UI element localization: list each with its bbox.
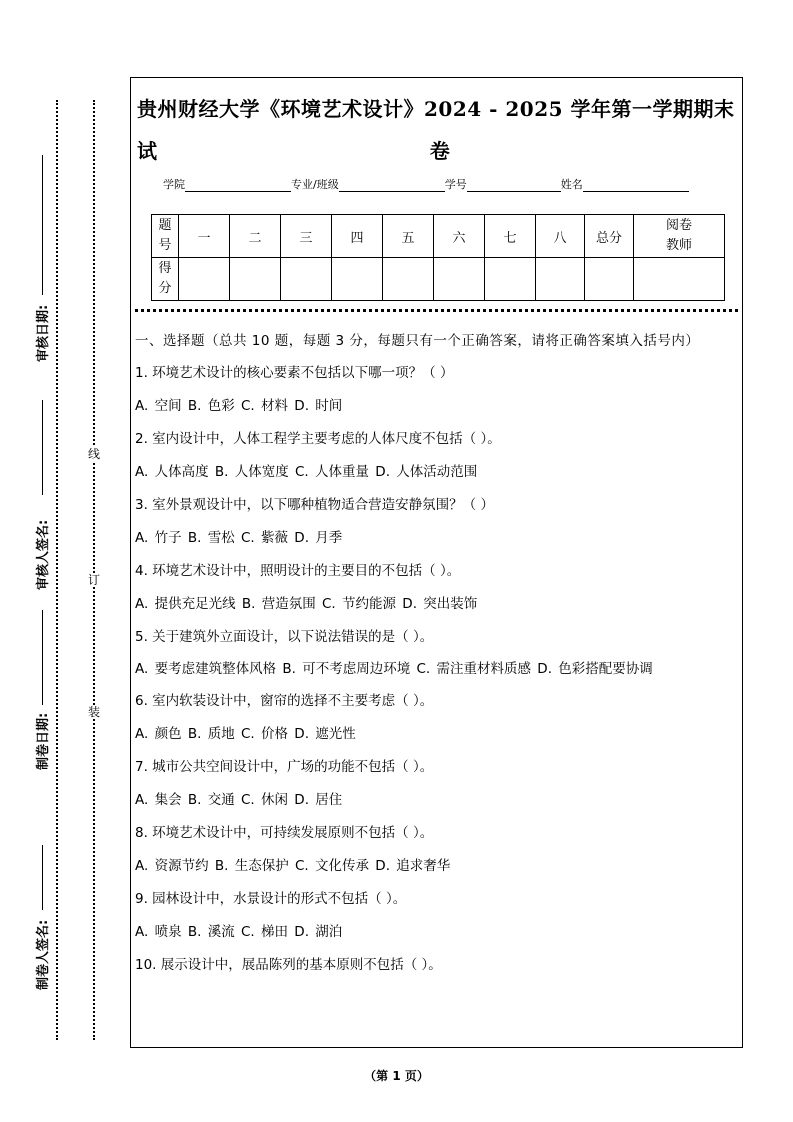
question-9-options: A. 喷泉 B. 溪流 C. 梯田 D. 湖泊 — [135, 924, 343, 940]
column-header-3: 三 — [281, 215, 332, 258]
question-10: 10. 展示设计中，展品陈列的基本原则不包括（ ）。 — [135, 957, 442, 973]
page-number: （第 1 页） — [364, 1069, 429, 1083]
question-8-options: A. 资源节约 B. 生态保护 C. 文化传承 D. 追求奢华 — [135, 858, 451, 874]
college-field[interactable] — [185, 177, 291, 192]
grader-cell[interactable] — [634, 258, 725, 301]
question-2-options: A. 人体高度 B. 人体宽度 C. 人体重量 D. 人体活动范围 — [135, 464, 478, 480]
binding-line-char: 线 — [87, 447, 100, 461]
score-table — [151, 214, 725, 301]
question-number-label: 题 号 — [152, 215, 179, 258]
question-9: 9. 园林设计中，水景设计的形式不包括（ ）。 — [135, 891, 407, 907]
question-7: 7. 城市公共空间设计中，广场的功能不包括（ ）。 — [135, 759, 434, 775]
score-cell[interactable] — [383, 258, 434, 301]
binding-dotted-line-inner — [93, 100, 95, 1040]
major-class-field[interactable] — [339, 177, 445, 192]
score-cell[interactable] — [230, 258, 281, 301]
grader-label: 阅卷 教师 — [634, 215, 725, 258]
question-2: 2. 室内设计中，人体工程学主要考虑的人体尺度不包括（ ）。 — [135, 431, 501, 447]
question-1: 1. 环境艺术设计的核心要素不包括以下哪一项？（ ） — [135, 365, 454, 381]
score-cell[interactable] — [332, 258, 383, 301]
score-cell[interactable] — [179, 258, 230, 301]
review-date-label: 审核日期: — [36, 304, 51, 362]
binding-dotted-line-outer — [56, 100, 58, 1040]
section-separator — [135, 309, 738, 312]
exam-title — [137, 88, 743, 172]
score-label: 得 分 — [152, 258, 179, 301]
question-4-options: A. 提供充足光线 B. 营造氛围 C. 节约能源 D. 突出装饰 — [135, 596, 478, 612]
student-id-field[interactable] — [467, 177, 561, 192]
question-8: 8. 环境艺术设计中，可持续发展原则不包括（ ）。 — [135, 825, 434, 841]
make-date-line — [42, 610, 43, 705]
question-5-options: A. 要考虑建筑整体风格 B. 可不考虑周边环境 C. 需注重材料质感 D. 色彩搭配要协调 — [135, 661, 653, 677]
exam-title-line2: 卷 — [429, 139, 451, 163]
question-6: 6. 室内软装设计中，窗帘的选择不主要考虑（ ）。 — [135, 693, 434, 709]
score-cell[interactable] — [536, 258, 585, 301]
question-3: 3. 室外景观设计中，以下哪种植物适合营造安静氛围？（ ） — [135, 497, 494, 513]
question-1-options: A. 空间 B. 色彩 C. 材料 D. 时间 — [135, 398, 343, 414]
column-header-8: 八 — [536, 215, 585, 258]
student-info-row — [163, 172, 723, 192]
column-header-4: 四 — [332, 215, 383, 258]
make-date-label: 制卷日期: — [36, 712, 51, 770]
column-header-2: 二 — [230, 215, 281, 258]
name-field[interactable] — [583, 177, 689, 192]
reviewer-sign-label: 审核人签名: — [36, 519, 51, 590]
section-heading: 一、选择题（总共 10 题，每题 3 分，每题只有一个正确答案，请将正确答案填入括号内） — [135, 333, 700, 349]
binding-bind-char: 装 — [87, 705, 100, 719]
score-cell-total[interactable] — [585, 258, 634, 301]
score-cell[interactable] — [281, 258, 332, 301]
column-header-6: 六 — [434, 215, 485, 258]
question-7-options: A. 集会 B. 交通 C. 休闲 D. 居住 — [135, 792, 343, 808]
college-label: 学院 — [163, 178, 185, 191]
column-header-5: 五 — [383, 215, 434, 258]
binding-order-char: 订 — [87, 573, 100, 587]
question-6-options: A. 颜色 B. 质地 C. 价格 D. 遮光性 — [135, 726, 356, 742]
score-cell[interactable] — [434, 258, 485, 301]
maker-sign-line — [42, 845, 43, 910]
review-date-line — [42, 155, 43, 295]
major-class-label: 专业/班级 — [291, 178, 339, 191]
score-table-score-row — [152, 258, 725, 301]
student-id-label: 学号 — [444, 178, 467, 191]
question-3-options: A. 竹子 B. 雪松 C. 紫薇 D. 月季 — [135, 530, 343, 546]
reviewer-sign-line — [42, 400, 43, 495]
exam-content — [135, 330, 741, 978]
column-header-1: 一 — [179, 215, 230, 258]
column-header-7: 七 — [485, 215, 536, 258]
name-label: 姓名 — [560, 178, 583, 191]
score-cell[interactable] — [485, 258, 536, 301]
score-table-header-row — [152, 215, 725, 258]
maker-sign-label: 制卷人签名: — [36, 919, 51, 990]
question-5: 5. 关于建筑外立面设计，以下说法错误的是（ ）。 — [135, 629, 434, 645]
question-4: 4. 环境艺术设计中，照明设计的主要目的不包括（ ）。 — [135, 563, 461, 579]
exam-title-line1: 贵州财经大学《环境艺术设计》2024 - 2025 学年第一学期期末试 — [137, 97, 735, 163]
column-header-total: 总分 — [585, 215, 634, 258]
